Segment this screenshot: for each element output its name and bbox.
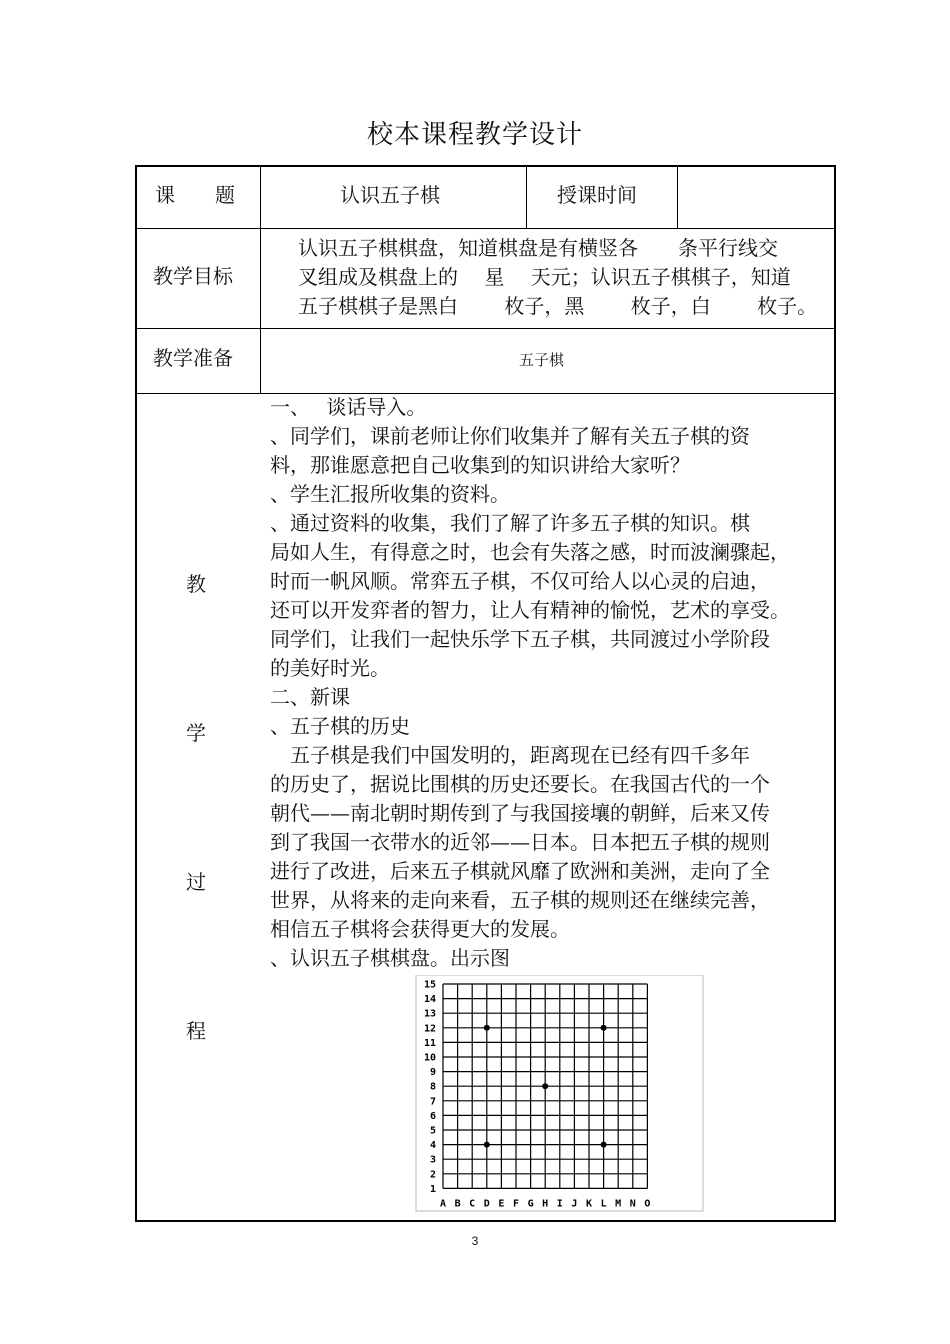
board-col-label: C [469, 1198, 476, 1210]
process-line: 朝代——南北朝时期传到了与我国接壤的朝鲜，后来又传 [270, 801, 770, 825]
process-line: 时而一帆风顺。常弈五子棋，不仅可给人以心灵的启迪， [270, 569, 770, 593]
process-line: 世界，从将来的走向来看，五子棋的规则还在继续完善， [270, 888, 770, 912]
process-label-char: 程 [186, 1019, 206, 1043]
objectives-text [298, 234, 817, 321]
board-star-point [484, 1025, 490, 1031]
process-line: 同学们，让我们一起快乐学下五子棋，共同渡过小学阶段 [270, 627, 770, 651]
process-line: 、认识五子棋棋盘。出示图 [270, 946, 510, 970]
board-col-label: B [454, 1198, 461, 1210]
objectives-label: 教学目标 [153, 264, 233, 288]
process-line: 、学生汇报所收集的资料。 [270, 482, 510, 506]
board-row-label: 5 [429, 1125, 436, 1137]
process-line: 一、 谈话导入。 [270, 395, 427, 419]
board-row-label: 15 [423, 979, 436, 991]
board-row-label: 1 [429, 1183, 436, 1195]
board-row-label: 4 [429, 1140, 436, 1152]
preparation-value: 五子棋 [519, 351, 565, 369]
board-star-point [601, 1142, 607, 1148]
topic-label: 课 题 [155, 183, 235, 207]
process-label-char: 学 [186, 721, 206, 745]
process-line: 到了我国一衣带水的近邻——日本。日本把五子棋的规则 [270, 830, 770, 854]
gomoku-board-figure [410, 975, 705, 1215]
board-row-label: 3 [429, 1154, 436, 1166]
board-row-label: 6 [429, 1110, 436, 1122]
process-line: 的美好时光。 [270, 656, 390, 680]
objectives-line: 认识五子棋棋盘，知道棋盘是有横竖各 条平行线交 [298, 236, 778, 260]
board-star-point [542, 1083, 548, 1089]
objectives-line: 叉组成及棋盘上的 星 天元；认识五子棋棋子，知道 [298, 265, 791, 289]
board-col-label: J [571, 1198, 578, 1210]
board-row-label: 11 [423, 1037, 436, 1049]
board-row-label: 9 [429, 1067, 436, 1079]
process-label-char: 教 [186, 572, 206, 596]
page-number: 3 [471, 1234, 479, 1248]
board-row-label: 12 [423, 1023, 436, 1035]
board-col-label: A [439, 1198, 447, 1210]
board-row-label: 7 [429, 1096, 436, 1108]
board-col-label: M [615, 1198, 622, 1210]
board-col-label: L [600, 1198, 607, 1210]
process-line: 相信五子棋将会获得更大的发展。 [270, 917, 570, 941]
process-line: 还可以开发弈者的智力，让人有精神的愉悦，艺术的享受。 [270, 598, 790, 622]
process-line: 、通过资料的收集，我们了解了许多五子棋的知识。棋 [270, 511, 750, 535]
process-line: 、五子棋的历史 [270, 714, 410, 738]
board-col-labels [440, 1198, 650, 1209]
board-col-label: K [585, 1198, 593, 1210]
board-row-label: 2 [429, 1169, 436, 1181]
process-line: 、同学们，课前老师让你们收集并了解有关五子棋的资 [270, 424, 750, 448]
process-line: 的历史了，据说比围棋的历史还要长。在我国古代的一个 [270, 772, 770, 796]
board-col-label: F [512, 1198, 520, 1210]
board-col-label: O [644, 1198, 651, 1210]
board-row-label: 13 [423, 1008, 436, 1020]
board-col-label: H [542, 1198, 549, 1210]
board-col-label: I [556, 1198, 563, 1210]
process-label-char: 过 [186, 870, 206, 894]
topic-value: 认识五子棋 [340, 183, 440, 207]
board-col-label: D [483, 1198, 490, 1210]
board-col-label: N [629, 1198, 636, 1210]
board-star-point [601, 1025, 607, 1031]
document-title: 校本课程教学设计 [366, 120, 583, 150]
board-row-label: 14 [423, 994, 436, 1006]
process-line: 二、新课 [270, 685, 350, 709]
board-row-label: 10 [423, 1052, 436, 1064]
process-line: 进行了改进，后来五子棋就风靡了欧洲和美洲，走向了全 [270, 859, 770, 883]
objectives-line: 五子棋棋子是黑白 枚子，黑 枚子，白 枚子。 [298, 294, 818, 318]
board-star-point [484, 1142, 490, 1148]
board-col-label: G [527, 1198, 534, 1210]
process-text [270, 393, 790, 973]
process-line: 五子棋是我们中国发明的，距离现在已经有四千多年 [270, 743, 750, 767]
board-row-label: 8 [429, 1081, 436, 1093]
process-line: 局如人生，有得意之时，也会有失落之感，时而波澜骤起， [270, 540, 790, 564]
preparation-label: 教学准备 [153, 346, 233, 370]
board-col-label: E [498, 1198, 505, 1210]
process-line: 料，那谁愿意把自己收集到的知识讲给大家听？ [270, 453, 690, 477]
class-time-label: 授课时间 [557, 183, 637, 207]
